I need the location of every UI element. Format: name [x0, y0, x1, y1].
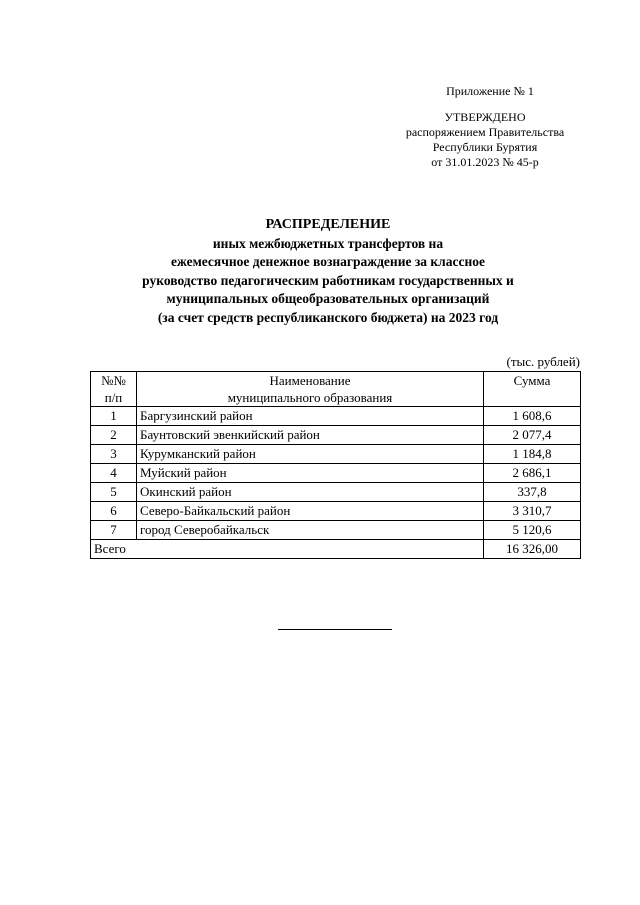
- total-sum: 16 326,00: [484, 540, 581, 559]
- table-row: [91, 521, 581, 540]
- row-sum: 1 184,8: [484, 445, 581, 464]
- total-label: Всего: [91, 540, 484, 559]
- document-title: [60, 216, 596, 327]
- title-line-3: руководство педагогическим работникам государственных и: [142, 272, 514, 288]
- row-number: 5: [91, 483, 137, 502]
- end-divider: [278, 629, 392, 630]
- row-name: город Северобайкальск: [137, 521, 484, 540]
- units-label: (тыс. рублей): [506, 354, 580, 369]
- header-number-line2: п/п: [104, 390, 123, 405]
- title-main: РАСПРЕДЕЛЕНИЕ: [265, 217, 391, 232]
- row-sum: 1 608,6: [484, 407, 581, 426]
- header-name: [137, 372, 484, 407]
- title-line-1: иных межбюджетных трансфертов на: [212, 235, 444, 251]
- title-line-2: ежемесячное денежное вознаграждение за классное: [170, 254, 485, 269]
- table-row: [91, 464, 581, 483]
- row-number: 4: [91, 464, 137, 483]
- title-line-4: муниципальных общеобразовательных организаций: [166, 291, 490, 306]
- row-name: Северо-Байкальский район: [137, 502, 484, 521]
- table-row: [91, 502, 581, 521]
- approval-republic-line: Республики Бурятия: [432, 140, 538, 154]
- approval-date-number: от 31.01.2023 № 45-р: [431, 155, 539, 169]
- row-sum: 337,8: [484, 483, 581, 502]
- table-header-row: [91, 372, 581, 407]
- approved-label: УТВЕРЖДЕНО: [444, 110, 526, 124]
- row-name: Баунтовский эвенкийский район: [137, 426, 484, 445]
- row-name: Муйский район: [137, 464, 484, 483]
- table-row: [91, 407, 581, 426]
- row-number: 2: [91, 426, 137, 445]
- row-sum: 2 077,4: [484, 426, 581, 445]
- row-sum: 2 686,1: [484, 464, 581, 483]
- title-line-5: (за счет средств республиканского бюджета) на 2023 год: [157, 309, 499, 325]
- row-name: Окинский район: [137, 483, 484, 502]
- header-number-line1: №№: [101, 373, 126, 388]
- approval-block: [390, 84, 580, 170]
- appendix-label: Приложение № 1: [446, 84, 534, 98]
- row-sum: 3 310,7: [484, 502, 581, 521]
- row-number: 6: [91, 502, 137, 521]
- row-number: 7: [91, 521, 137, 540]
- table-row: [91, 445, 581, 464]
- header-sum: Сумма: [484, 372, 581, 407]
- table-row: [91, 426, 581, 445]
- header-name-line1: Наименование: [269, 373, 351, 388]
- table-row: [91, 483, 581, 502]
- header-number: [91, 372, 137, 407]
- row-number: 3: [91, 445, 137, 464]
- row-number: 1: [91, 407, 137, 426]
- approval-order-line: распоряжением Правительства: [405, 125, 565, 139]
- row-sum: 5 120,6: [484, 521, 581, 540]
- row-name: Курумканский район: [137, 445, 484, 464]
- total-row: [91, 540, 581, 559]
- header-name-line2: муниципального образования: [227, 390, 393, 405]
- row-name: Баргузинский район: [137, 407, 484, 426]
- distribution-table: [90, 371, 581, 559]
